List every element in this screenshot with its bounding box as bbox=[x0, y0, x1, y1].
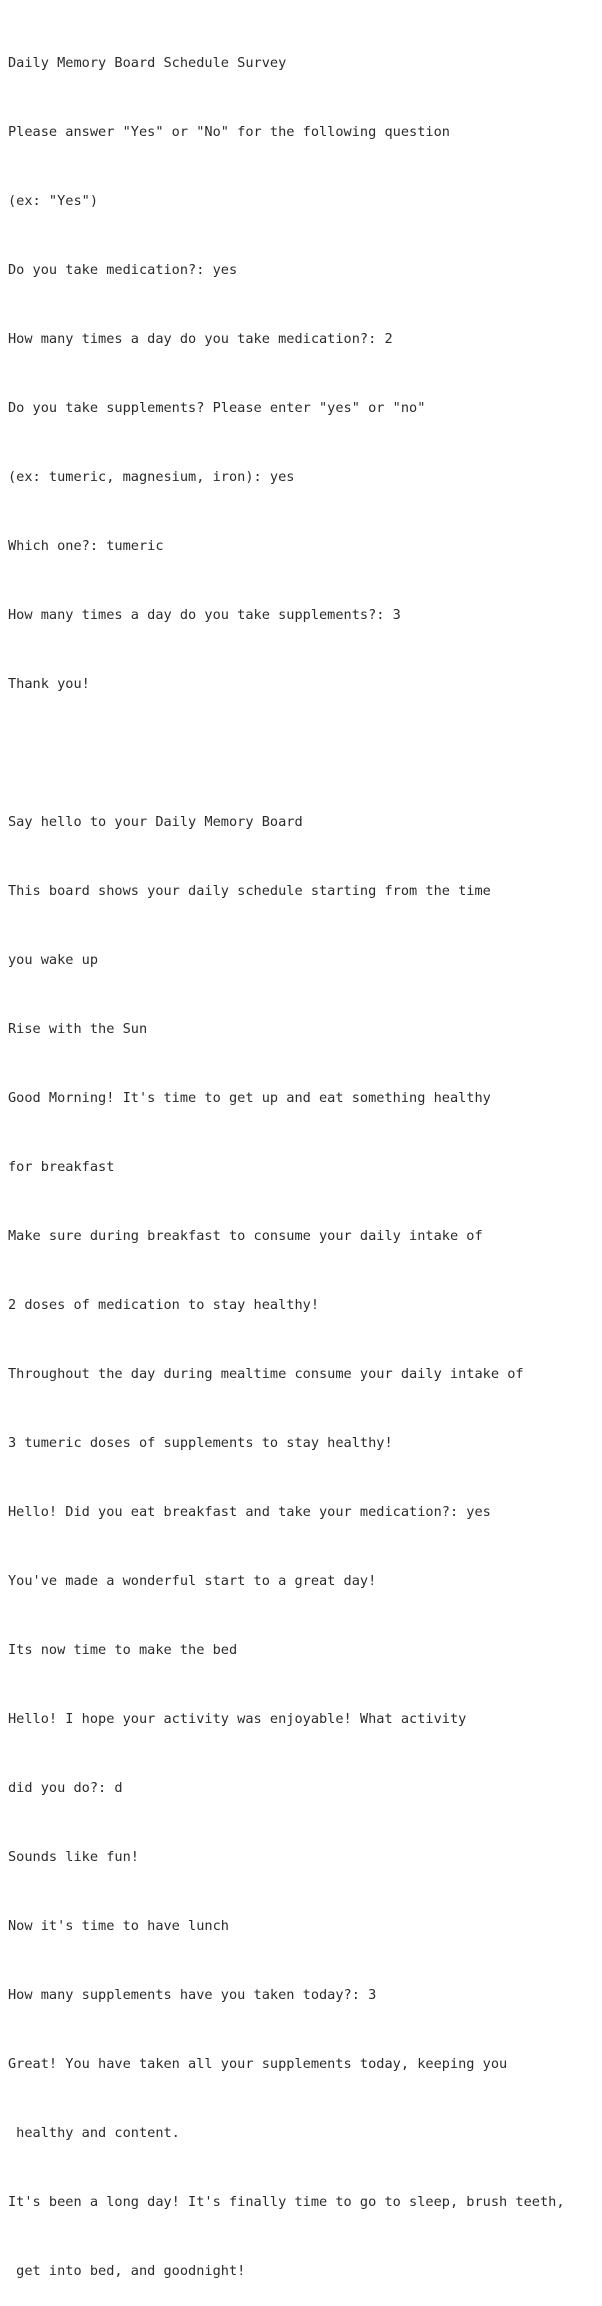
console-line: How many times a day do you take supplements?: 3 bbox=[8, 607, 401, 623]
console-line: Good Morning! It's time to get up and eat something healthy bbox=[8, 1090, 491, 1106]
console-line: Do you take supplements? Please enter "yes" or "no" bbox=[8, 400, 426, 416]
console-line: you wake up bbox=[8, 952, 99, 968]
console-line: (ex: tumeric, magnesium, iron): yes bbox=[8, 469, 295, 485]
console-line: Hello! Did you eat breakfast and take your medication?: yes bbox=[8, 1504, 491, 1520]
console-line: Do you take medication?: yes bbox=[8, 262, 238, 278]
console-line: Its now time to make the bed bbox=[8, 1642, 238, 1658]
console-line: Thank you! bbox=[8, 676, 90, 692]
console-line: (ex: "Yes") bbox=[8, 193, 99, 209]
console-line: How many times a day do you take medication?: 2 bbox=[8, 331, 393, 347]
console-line: get into bed, and goodnight! bbox=[8, 2263, 246, 2279]
console-line: How many supplements have you taken today?: 3 bbox=[8, 1987, 377, 2003]
console-blank-line bbox=[8, 742, 598, 765]
console-line: Now it's time to have lunch bbox=[8, 1918, 229, 1934]
console-line: Please answer "Yes" or "No" for the following question bbox=[8, 124, 450, 140]
console-line: This board shows your daily schedule starting from the time bbox=[8, 883, 491, 899]
console-line: for breakfast bbox=[8, 1159, 115, 1175]
console-line: 2 doses of medication to stay healthy! bbox=[8, 1297, 319, 1313]
console-line: Great! You have taken all your supplements today, keeping you bbox=[8, 2056, 508, 2072]
console-line: Throughout the day during mealtime consume your daily intake of bbox=[8, 1366, 524, 1382]
console-line: Sounds like fun! bbox=[8, 1849, 139, 1865]
console-line: Make sure during breakfast to consume your daily intake of bbox=[8, 1228, 483, 1244]
console-line: Rise with the Sun bbox=[8, 1021, 148, 1037]
console-line: 3 tumeric doses of supplements to stay healthy! bbox=[8, 1435, 393, 1451]
console-line: Say hello to your Daily Memory Board bbox=[8, 814, 303, 830]
console-line: did you do?: d bbox=[8, 1780, 123, 1796]
console-line: healthy and content. bbox=[8, 2125, 180, 2141]
console-line: Which one?: tumeric bbox=[8, 538, 164, 554]
console-line: Hello! I hope your activity was enjoyable! What activity bbox=[8, 1711, 467, 1727]
console-line: It's been a long day! It's finally time to go to sleep, brush teeth, bbox=[8, 2194, 565, 2210]
console-output bbox=[8, 6, 598, 2306]
console-line: You've made a wonderful start to a great day! bbox=[8, 1573, 377, 1589]
console-line: Daily Memory Board Schedule Survey bbox=[8, 55, 287, 71]
